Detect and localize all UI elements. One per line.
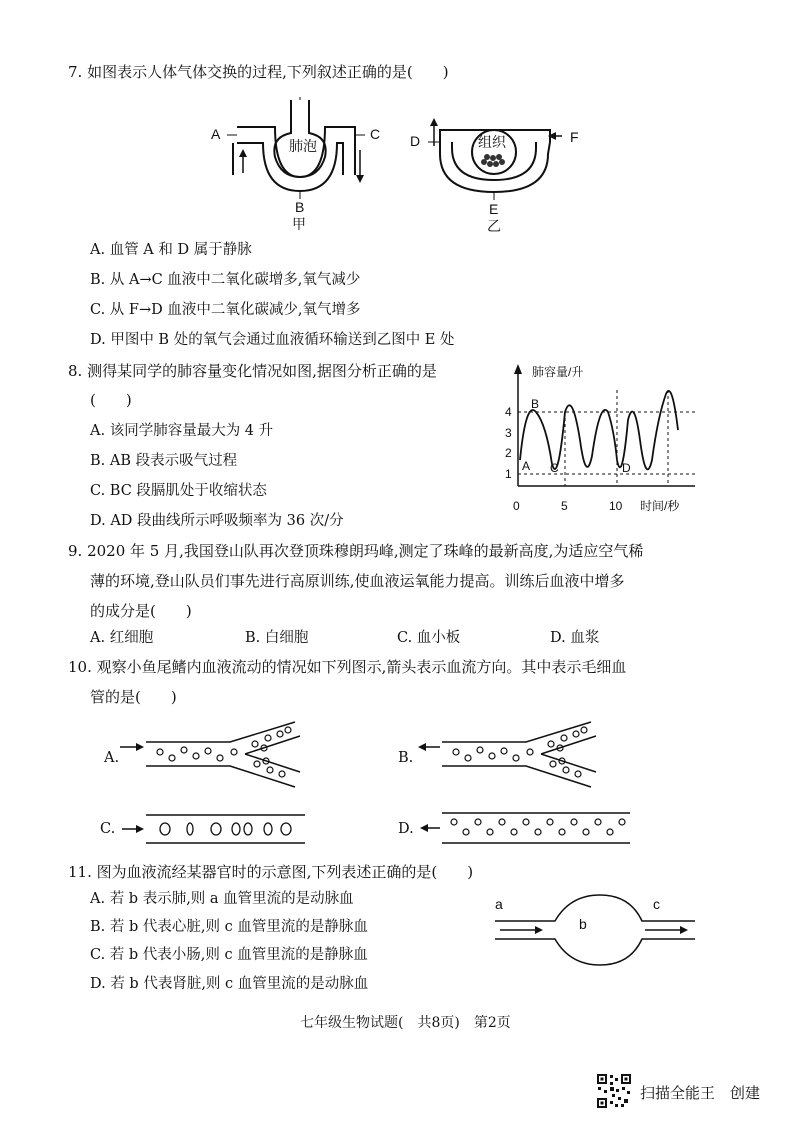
q8-option-b: B. AB 段表示吸气过程 bbox=[90, 453, 238, 469]
label-F: F bbox=[570, 129, 579, 145]
point-A: A bbox=[522, 459, 531, 473]
ytick-1: 1 bbox=[505, 467, 512, 481]
q11-organ-figure bbox=[490, 885, 700, 975]
q7-option-c: C. 从 F→D 血液中二氧化碳减少,氧气增多 bbox=[90, 302, 361, 318]
q8-paren: ( ) bbox=[90, 391, 132, 409]
label-c: c bbox=[653, 896, 660, 912]
q7-option-a: A. 血管 A 和 D 属于静脉 bbox=[90, 242, 252, 258]
label-D: D bbox=[410, 133, 421, 149]
q9-option-d: D. 血浆 bbox=[550, 630, 600, 646]
label-a: a bbox=[495, 896, 503, 912]
q10-figure-a bbox=[120, 722, 320, 792]
label-C: C bbox=[370, 126, 381, 142]
q8-lung-volume-chart bbox=[500, 360, 700, 520]
x-axis-label: 时间/秒 bbox=[640, 499, 680, 513]
q10-label-a: A. bbox=[104, 750, 120, 766]
q7-option-d: D. 甲图中 B 处的氧气会通过血液循环输送到乙图中 E 处 bbox=[90, 332, 455, 348]
ytick-2: 2 bbox=[505, 446, 512, 460]
label-B: B bbox=[295, 199, 305, 215]
xtick-10: 10 bbox=[609, 499, 623, 513]
label-A: A bbox=[211, 126, 221, 142]
label-E: E bbox=[489, 201, 499, 217]
q8-option-a: A. 该同学肺容量最大为 4 升 bbox=[90, 423, 274, 439]
q10-figure-c bbox=[120, 812, 310, 846]
q9-option-a: A. 红细胞 bbox=[90, 630, 154, 646]
q10-label-c: C. bbox=[100, 821, 116, 837]
ytick-4: 4 bbox=[505, 405, 512, 419]
q10-label-d: D. bbox=[398, 821, 414, 837]
camscanner-watermark: 扫描全能王 创建 bbox=[640, 1084, 761, 1102]
q9-option-c: C. 血小板 bbox=[397, 630, 461, 646]
point-D: D bbox=[622, 461, 631, 475]
q10-figure-b bbox=[416, 722, 616, 792]
q11-option-d: D. 若 b 代表肾脏,则 c 血管里流的是动脉血 bbox=[90, 976, 369, 992]
y-axis-label: 肺容量/升 bbox=[532, 365, 584, 379]
xtick-0: 0 bbox=[513, 499, 520, 513]
caption-jia: 甲 bbox=[292, 216, 306, 232]
xtick-5: 5 bbox=[561, 499, 568, 513]
q11-option-c: C. 若 b 代表小肠,则 c 血管里流的是静脉血 bbox=[90, 947, 368, 963]
tissue-label: 组织 bbox=[478, 134, 506, 150]
q7-stem: 7. 如图表示人体气体交换的过程,下列叙述正确的是( ) bbox=[68, 63, 449, 81]
q9-line-1: 9. 2020 年 5 月,我国登山队再次登顶珠穆朗玛峰,测定了珠峰的最新高度,为适应空气稀 bbox=[68, 542, 644, 560]
q10-label-b: B. bbox=[398, 750, 414, 766]
q7-option-b: B. 从 A→C 血液中二氧化碳增多,氧气减少 bbox=[90, 272, 361, 288]
q9-line-3: 的成分是( ) bbox=[90, 602, 192, 620]
q9-option-b: B. 白细胞 bbox=[245, 630, 309, 646]
ytick-3: 3 bbox=[505, 426, 512, 440]
q10-figure-d bbox=[418, 810, 633, 846]
point-B: B bbox=[531, 397, 540, 411]
q11-option-b: B. 若 b 代表心脏,则 c 血管里流的是静脉血 bbox=[90, 919, 368, 935]
q10-line-2: 管的是( ) bbox=[90, 688, 177, 706]
q7-figure-jia bbox=[205, 95, 395, 232]
qr-code-icon bbox=[596, 1073, 632, 1109]
point-C: C bbox=[550, 461, 559, 475]
q11-stem: 11. 图为血液流经某器官时的示意图,下列表述正确的是( ) bbox=[68, 863, 474, 881]
page-footer: 七年级生物试题( 共8页) 第2页 bbox=[300, 1015, 511, 1031]
q8-option-d: D. AD 段曲线所示呼吸频率为 36 次/分 bbox=[90, 513, 344, 529]
caption-yi: 乙 bbox=[487, 218, 501, 234]
alveolus-label: 肺泡 bbox=[289, 138, 317, 154]
q8-option-c: C. BC 段膈肌处于收缩状态 bbox=[90, 483, 267, 499]
q10-line-1: 10. 观察小鱼尾鳍内血液流动的情况如下列图示,箭头表示血流方向。其中表示毛细血 bbox=[68, 658, 627, 676]
q7-figure-yi bbox=[410, 100, 590, 234]
q9-line-2: 薄的环境,登山队员们事先进行高原训练,使血液运氧能力提高。训练后血液中增多 bbox=[90, 572, 625, 590]
q11-option-a: A. 若 b 表示肺,则 a 血管里流的是动脉血 bbox=[90, 891, 354, 907]
label-b: b bbox=[579, 916, 587, 932]
q8-stem: 8. 测得某同学的肺容量变化情况如图,据图分析正确的是 bbox=[68, 362, 437, 380]
